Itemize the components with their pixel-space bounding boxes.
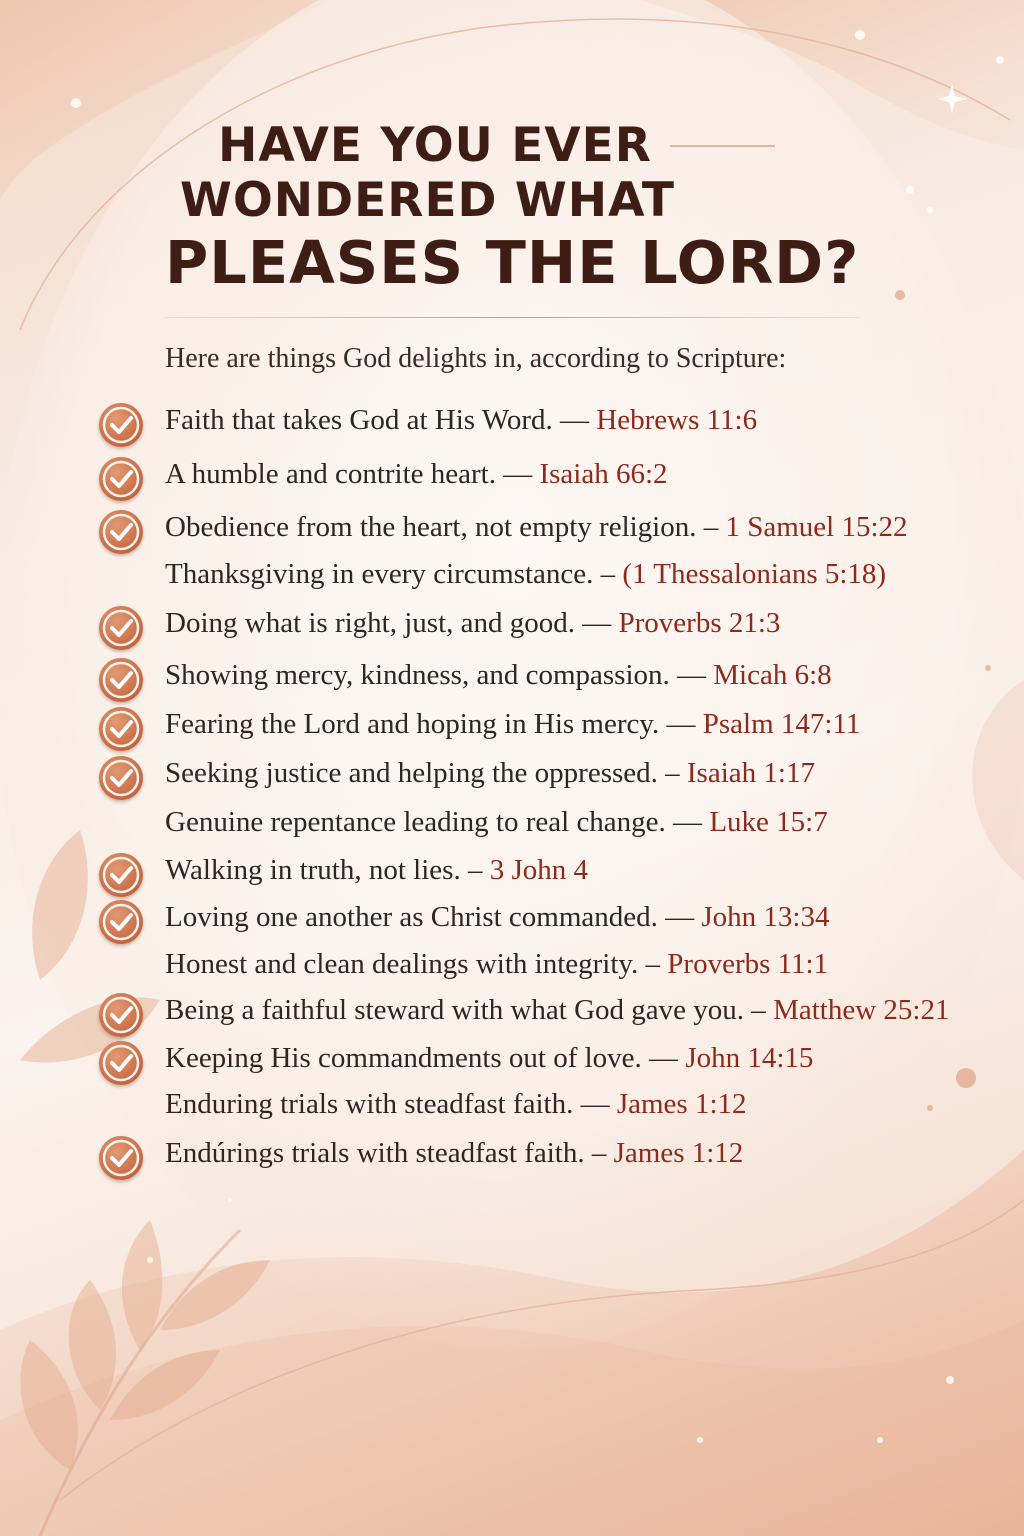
- list-item: [0, 1133, 1024, 1179]
- list-item: [0, 1084, 1024, 1130]
- list-item-statement: Thanksgiving in every circumstance. –: [165, 558, 623, 590]
- list-item: [0, 990, 1024, 1036]
- scripture-reference: (1 Thessalonians 5:18): [622, 558, 887, 590]
- section-divider: [165, 317, 860, 318]
- list-item-statement: Loving one another as Christ commanded. —: [165, 901, 702, 933]
- scripture-reference: Micah 6:8: [713, 659, 832, 691]
- check-circle-icon: [99, 1041, 143, 1085]
- scripture-reference: 3 John 4: [489, 854, 588, 886]
- list-item: [0, 400, 1024, 446]
- check-circle-icon: [99, 457, 143, 501]
- list-item: [0, 1038, 1024, 1084]
- list-item-text: [165, 655, 832, 695]
- list-item-text: [165, 454, 668, 494]
- list-item: [0, 802, 1024, 848]
- list-item-text: [165, 704, 860, 744]
- scripture-reference: John 13:34: [701, 901, 830, 933]
- scripture-reference: Proverbs 11:1: [667, 948, 829, 980]
- list-item-text: [165, 1133, 743, 1173]
- list-item: [0, 454, 1024, 500]
- list-item-statement: Seeking justice and helping the oppressed. –: [165, 757, 687, 789]
- check-circle-icon: [99, 853, 143, 897]
- check-circle-icon: [99, 756, 143, 800]
- check-circle-icon: [99, 403, 143, 447]
- check-circle-icon: [99, 606, 143, 650]
- list-item-text: [165, 603, 780, 643]
- scripture-reference: Isaiah 66:2: [539, 458, 668, 490]
- scripture-reference: Psalm 147:11: [702, 708, 861, 740]
- title-line-3: PLEASES THE LORD?: [165, 228, 860, 297]
- scripture-reference: Hebrews 11:6: [596, 404, 758, 436]
- list-item-statement: Fearing the Lord and hoping in His mercy. —: [165, 708, 703, 740]
- check-circle-icon: [99, 900, 143, 944]
- list-item-text: [165, 554, 886, 594]
- list-item-statement: Enduring trials with steadfast faith. —: [165, 1088, 617, 1120]
- scripture-reference: Proverbs 21:3: [618, 607, 781, 639]
- list-item-text: [165, 802, 828, 842]
- list-item-statement: Obedience from the heart, not empty religion. –: [165, 511, 726, 543]
- check-circle-icon: [99, 658, 143, 702]
- check-circle-icon: [99, 993, 143, 1037]
- list-item: [0, 655, 1024, 701]
- list-item: [0, 850, 1024, 896]
- list-item-statement: Honest and clean dealings with integrity. –: [165, 948, 668, 980]
- check-circle-icon: [99, 707, 143, 751]
- list-item-statement: Keeping His commandments out of love. —: [165, 1042, 686, 1074]
- scripture-reference: 1 Samuel 15:22: [725, 511, 908, 543]
- intro-text: Here are things God delights in, according to Scripture:: [165, 343, 787, 374]
- list-item-text: [165, 1038, 813, 1078]
- list-item-statement: Faith that takes God at His Word. —: [165, 404, 597, 436]
- list-item-text: [165, 897, 829, 937]
- list-item-statement: Being a faithful steward with what God gave you. –: [165, 994, 774, 1026]
- list-item: [0, 897, 1024, 943]
- list-item-text: [165, 400, 757, 440]
- scripture-reference: James 1:12: [616, 1088, 747, 1120]
- list-item: [0, 507, 1024, 553]
- list-item-statement: Showing mercy, kindness, and compassion. —: [165, 659, 714, 691]
- list-item-text: [165, 753, 815, 793]
- list-item: [0, 944, 1024, 990]
- scripture-reference: Matthew 25:21: [773, 994, 950, 1026]
- scripture-reference: Luke 15:7: [709, 806, 828, 838]
- list-item-text: [165, 850, 588, 890]
- page-title: [0, 118, 1024, 298]
- list-item-text: [165, 1084, 747, 1124]
- scripture-reference: Isaiah 1:17: [686, 757, 815, 789]
- title-line-2: WONDERED WHAT: [180, 173, 675, 228]
- list-item-statement: Doing what is right, just, and good. —: [165, 607, 619, 639]
- list-item-statement: Walking in truth, not lies. –: [165, 854, 490, 886]
- check-circle-icon: [99, 510, 143, 554]
- list-item: [0, 554, 1024, 600]
- list-item-text: [165, 990, 949, 1030]
- list-item-text: [165, 507, 908, 547]
- check-circle-icon: [99, 1136, 143, 1180]
- scripture-reference: John 14:15: [685, 1042, 814, 1074]
- scripture-reference: James 1:12: [613, 1137, 744, 1169]
- list-item: [0, 704, 1024, 750]
- list-item-text: [165, 944, 828, 984]
- list-item: [0, 603, 1024, 649]
- title-line-1: HAVE YOU EVER: [218, 118, 652, 173]
- title-accent-rule: [670, 145, 775, 147]
- list-item: [0, 753, 1024, 799]
- list-item-statement: A humble and contrite heart. —: [165, 458, 540, 490]
- list-item-statement: Genuine repentance leading to real change. —: [165, 806, 710, 838]
- list-item-statement: Endúrings trials with steadfast faith. –: [165, 1137, 614, 1169]
